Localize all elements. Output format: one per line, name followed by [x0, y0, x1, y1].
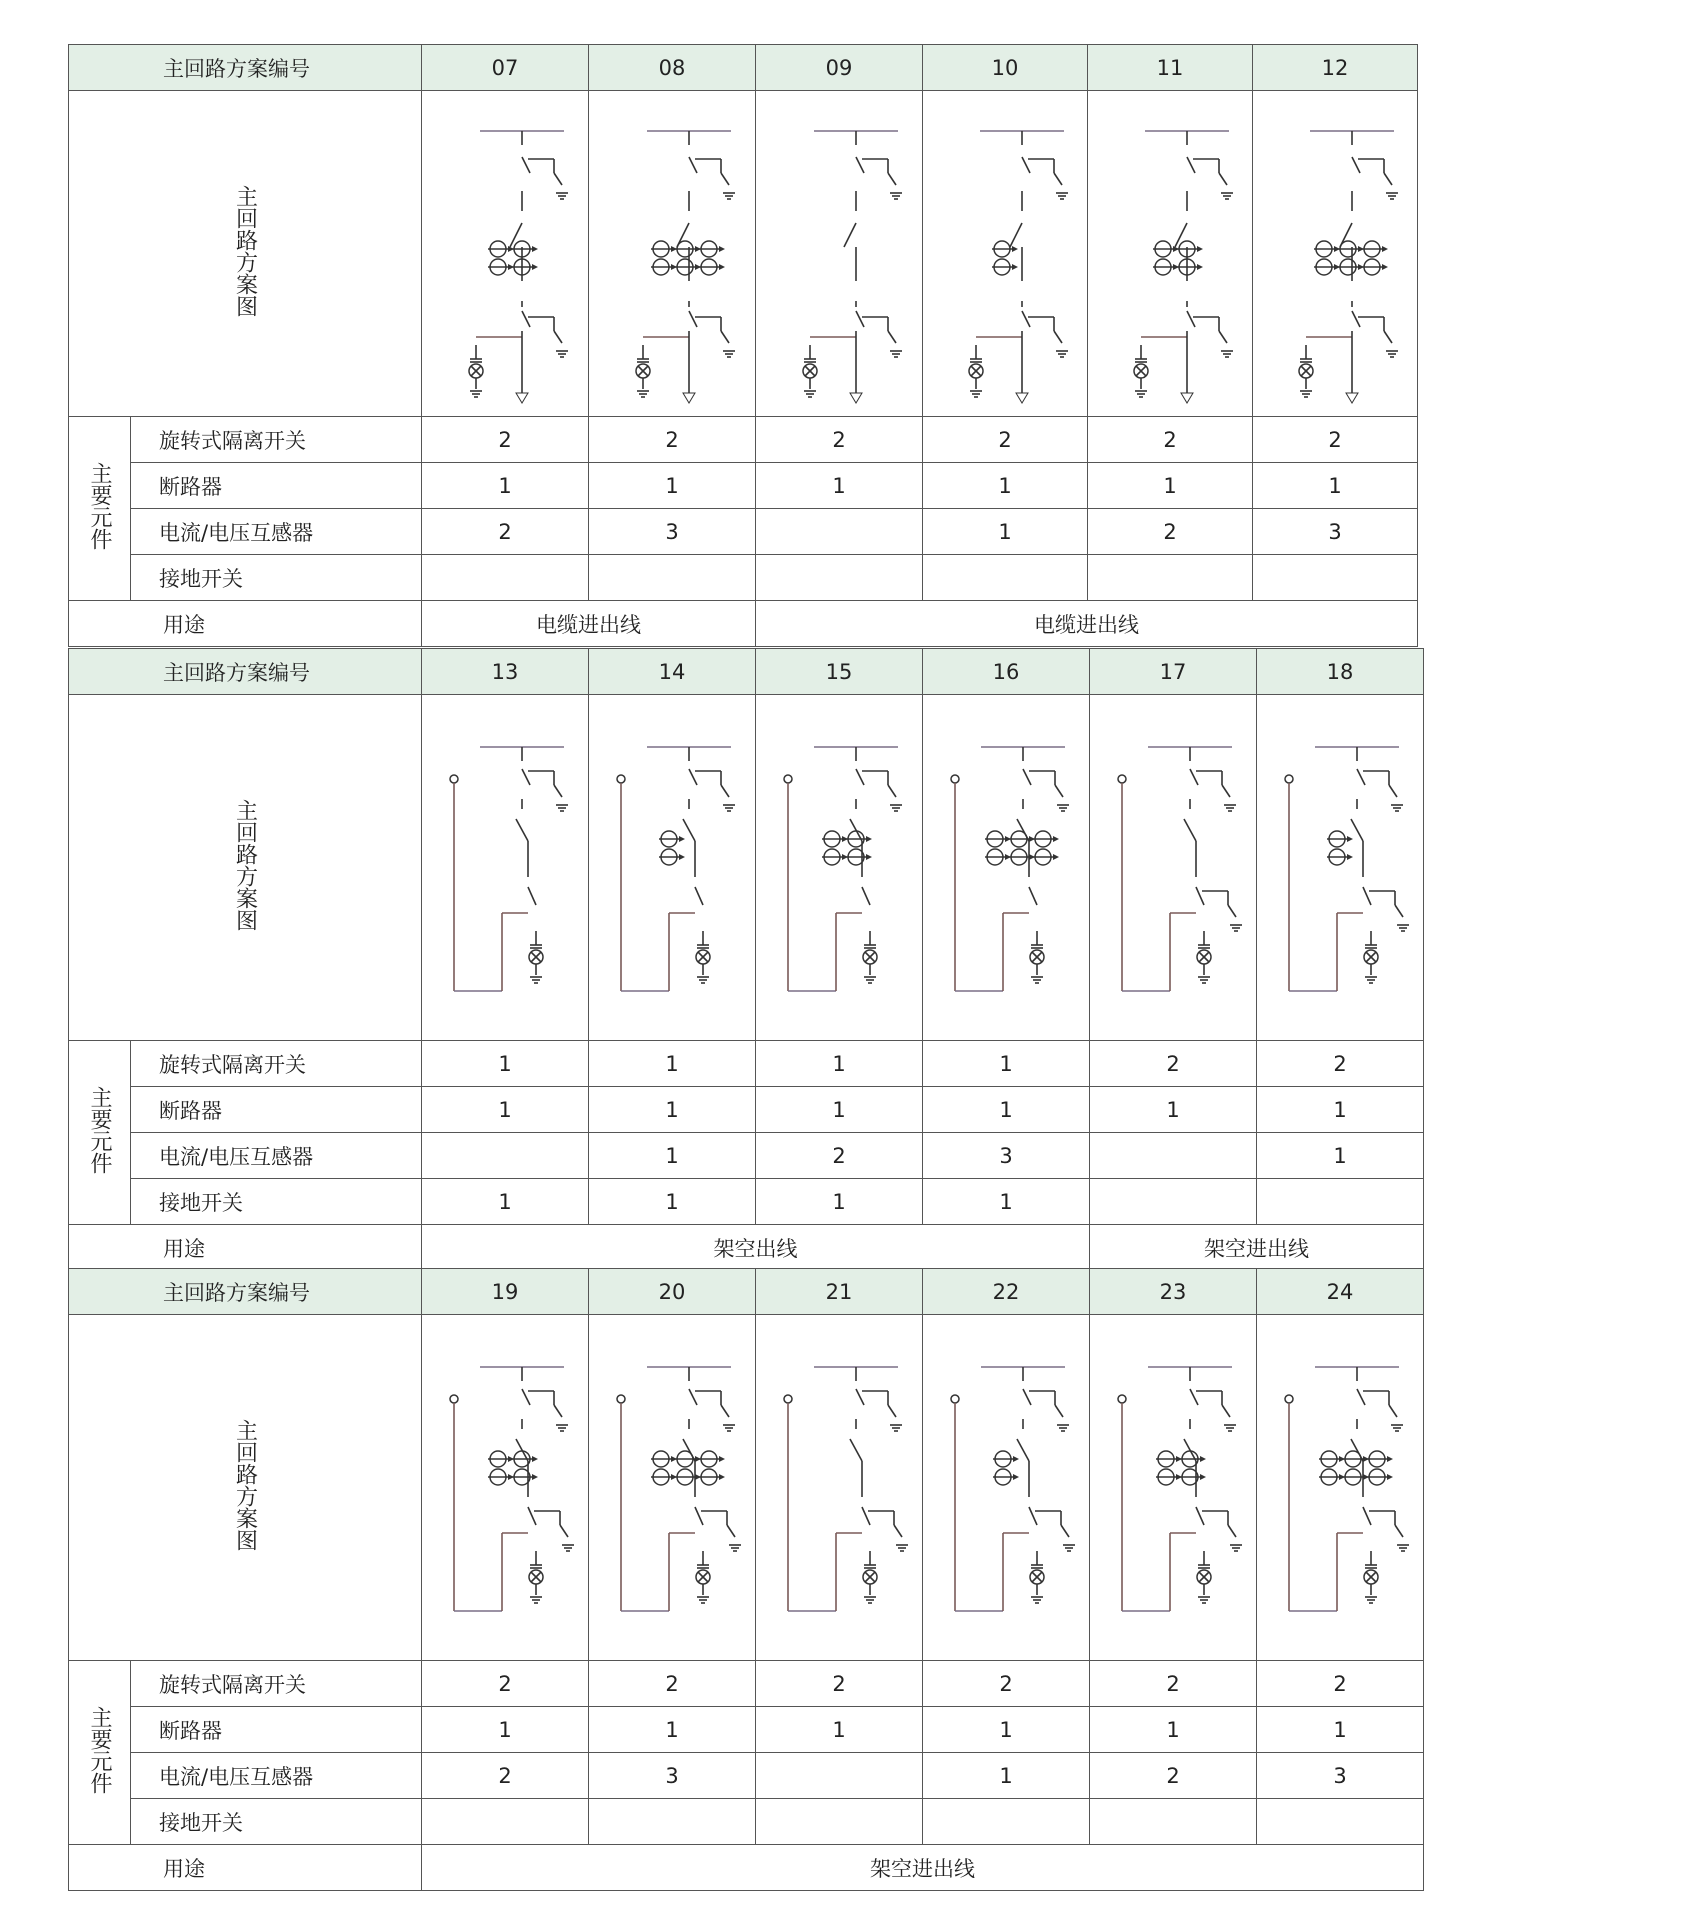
- component-count-cell: [756, 1753, 923, 1799]
- circuit-line: [1054, 331, 1062, 343]
- component-name: 电流/电压互感器: [131, 1753, 422, 1799]
- component-count-cell: 2: [589, 417, 756, 463]
- component-count-cell: 1: [422, 1087, 589, 1133]
- cable-terminal-icon: [1181, 393, 1193, 403]
- component-count-cell: 1: [923, 1041, 1090, 1087]
- isolator-switch-icon: [1196, 887, 1204, 905]
- circuit-breaker-icon: [516, 819, 528, 841]
- component-row: [69, 555, 1418, 601]
- arrow-icon: [1200, 1474, 1206, 1480]
- circuit-diagram-cell: [1090, 1315, 1257, 1661]
- component-count-cell: 2: [756, 1133, 923, 1179]
- usage-label: 用途: [69, 601, 422, 647]
- arrow-icon: [1012, 264, 1018, 270]
- usage-label: 用途: [69, 1225, 422, 1271]
- circuit-diagram: [597, 705, 747, 1031]
- scheme-number-cell: 10: [923, 45, 1088, 91]
- component-name: 旋转式隔离开关: [131, 1041, 422, 1087]
- component-count-cell: 1: [923, 1087, 1090, 1133]
- component-count-cell: 2: [923, 417, 1088, 463]
- circuit-diagram-cell: [756, 695, 923, 1041]
- circuit-breaker-icon: [850, 1439, 862, 1461]
- scheme-number-cell: 20: [589, 1269, 756, 1315]
- component-name: 断路器: [131, 1087, 422, 1133]
- component-count-cell: [1253, 555, 1418, 601]
- isolator-switch-icon: [695, 887, 703, 905]
- overhead-terminal-icon: [1285, 1395, 1293, 1403]
- overhead-terminal-icon: [784, 1395, 792, 1403]
- circuit-line: [1061, 1525, 1069, 1537]
- isolator-switch-icon: [862, 1507, 870, 1525]
- circuit-line: [1228, 1525, 1236, 1537]
- component-count-cell: 1: [923, 463, 1088, 509]
- isolator-switch-icon: [689, 311, 697, 327]
- overhead-terminal-icon: [1285, 775, 1293, 783]
- scheme-number-row: [69, 1269, 1424, 1315]
- component-count-cell: [589, 1799, 756, 1845]
- overhead-terminal-icon: [450, 1395, 458, 1403]
- component-count-cell: 1: [589, 463, 756, 509]
- scheme-diagram-label-cell: [69, 695, 422, 1041]
- component-count-cell: 3: [589, 1753, 756, 1799]
- component-count-cell: 1: [589, 1707, 756, 1753]
- circuit-diagram-cell: [923, 695, 1090, 1041]
- circuit-line: [554, 173, 562, 185]
- overhead-terminal-icon: [784, 775, 792, 783]
- scheme-table-1: [68, 44, 1418, 647]
- overhead-terminal-icon: [1118, 1395, 1126, 1403]
- component-row: [69, 463, 1418, 509]
- scheme-table-2: [68, 648, 1424, 1271]
- usage-row: [69, 1225, 1424, 1271]
- overhead-terminal-icon: [617, 1395, 625, 1403]
- component-row: [69, 1661, 1424, 1707]
- circuit-diagram: [1098, 705, 1248, 1031]
- isolator-switch-icon: [862, 887, 870, 905]
- circuit-line: [1054, 173, 1062, 185]
- component-count-cell: 2: [589, 1661, 756, 1707]
- isolator-switch-icon: [528, 1507, 536, 1525]
- circuit-breaker-icon: [844, 223, 856, 247]
- overhead-terminal-icon: [450, 775, 458, 783]
- component-count-cell: 1: [422, 463, 589, 509]
- component-count-cell: 1: [589, 1087, 756, 1133]
- circuit-line: [1222, 1405, 1230, 1417]
- component-name: 断路器: [131, 1707, 422, 1753]
- cable-terminal-icon: [1016, 393, 1028, 403]
- circuit-diagram: [764, 101, 914, 407]
- circuit-diagram: [931, 705, 1081, 1031]
- circuit-line: [721, 1405, 729, 1417]
- component-count-cell: [1090, 1799, 1257, 1845]
- arrow-icon: [1387, 1474, 1393, 1480]
- circuit-diagram-cell: [1253, 91, 1418, 417]
- component-count-cell: 1: [1090, 1707, 1257, 1753]
- isolator-switch-icon: [1029, 887, 1037, 905]
- scheme-number-cell: 18: [1257, 649, 1424, 695]
- overhead-terminal-icon: [1118, 775, 1126, 783]
- scheme-number-cell: 14: [589, 649, 756, 695]
- circuit-breaker-icon: [1010, 223, 1022, 247]
- scheme-number-cell: 19: [422, 1269, 589, 1315]
- circuit-diagram-cell: [1090, 695, 1257, 1041]
- scheme-number-label: 主回路方案编号: [69, 649, 422, 695]
- circuit-line: [1389, 1405, 1397, 1417]
- component-row: [69, 509, 1418, 555]
- circuit-diagram: [430, 1325, 580, 1651]
- component-count-cell: 1: [1257, 1707, 1424, 1753]
- component-count-cell: 3: [923, 1133, 1090, 1179]
- component-count-cell: 1: [923, 1707, 1090, 1753]
- circuit-breaker-icon: [516, 1439, 528, 1461]
- component-count-cell: 2: [422, 417, 589, 463]
- circuit-line: [560, 1525, 568, 1537]
- circuit-line: [1384, 173, 1392, 185]
- scheme-number-cell: 12: [1253, 45, 1418, 91]
- circuit-diagram-cell: [923, 1315, 1090, 1661]
- scheme-number-cell: 07: [422, 45, 589, 91]
- component-count-cell: 3: [589, 509, 756, 555]
- component-name: 旋转式隔离开关: [131, 1661, 422, 1707]
- component-count-cell: 1: [422, 1041, 589, 1087]
- circuit-breaker-icon: [1017, 1439, 1029, 1461]
- circuit-diagram: [597, 1325, 747, 1651]
- component-count-cell: 1: [589, 1133, 756, 1179]
- arrow-icon: [1012, 246, 1018, 252]
- circuit-breaker-icon: [1184, 1439, 1196, 1461]
- component-count-cell: 2: [1253, 417, 1418, 463]
- component-count-cell: 1: [1090, 1087, 1257, 1133]
- component-count-cell: [1257, 1799, 1424, 1845]
- circuit-diagram-cell: [756, 91, 923, 417]
- circuit-breaker-icon: [1184, 819, 1196, 841]
- scheme-diagram-row: [69, 695, 1424, 1041]
- component-count-cell: [1090, 1133, 1257, 1179]
- arrow-icon: [1200, 1456, 1206, 1462]
- scheme-diagram-label: 主回路方案图: [232, 799, 258, 931]
- arrow-icon: [1197, 264, 1203, 270]
- circuit-line: [554, 785, 562, 797]
- circuit-line: [1389, 785, 1397, 797]
- component-count-cell: [756, 1799, 923, 1845]
- circuit-diagram-cell: [422, 695, 589, 1041]
- component-count-cell: 1: [589, 1179, 756, 1225]
- component-count-cell: 2: [422, 1661, 589, 1707]
- component-count-cell: [1088, 555, 1253, 601]
- overhead-terminal-icon: [617, 775, 625, 783]
- component-count-cell: [756, 509, 923, 555]
- arrow-icon: [866, 854, 872, 860]
- isolator-switch-icon: [1363, 887, 1371, 905]
- component-name: 接地开关: [131, 1799, 422, 1845]
- circuit-line: [554, 1405, 562, 1417]
- scheme-number-cell: 24: [1257, 1269, 1424, 1315]
- circuit-line: [1384, 331, 1392, 343]
- scheme-diagram-label-cell: [69, 1315, 422, 1661]
- circuit-line: [1395, 1525, 1403, 1537]
- arrow-icon: [1053, 836, 1059, 842]
- component-count-cell: 1: [422, 1707, 589, 1753]
- component-count-cell: 2: [422, 509, 589, 555]
- arrow-icon: [1347, 854, 1353, 860]
- component-count-cell: 2: [756, 417, 923, 463]
- arrow-icon: [532, 246, 538, 252]
- circuit-line: [1219, 173, 1227, 185]
- component-row: [69, 1133, 1424, 1179]
- main-components-label: 主要元件: [87, 1086, 112, 1174]
- circuit-diagram-cell: [589, 91, 756, 417]
- isolator-switch-icon: [1022, 311, 1030, 327]
- component-name: 电流/电压互感器: [131, 1133, 422, 1179]
- isolator-switch-icon: [1363, 1507, 1371, 1525]
- isolator-switch-icon: [528, 887, 536, 905]
- component-row: [69, 1087, 1424, 1133]
- arrow-icon: [1347, 836, 1353, 842]
- component-count-cell: [756, 555, 923, 601]
- component-count-cell: 2: [1090, 1661, 1257, 1707]
- circuit-diagram: [931, 1325, 1081, 1651]
- arrow-icon: [1382, 246, 1388, 252]
- cable-terminal-icon: [850, 393, 862, 403]
- main-components-label-cell: [69, 1661, 131, 1845]
- main-components-label: 主要元件: [87, 1706, 112, 1794]
- circuit-diagram-cell: [422, 1315, 589, 1661]
- component-name: 电流/电压互感器: [131, 509, 422, 555]
- isolator-switch-icon: [1029, 1507, 1037, 1525]
- scheme-number-cell: 16: [923, 649, 1090, 695]
- circuit-line: [1222, 785, 1230, 797]
- scheme-diagram-row: [69, 1315, 1424, 1661]
- component-count-cell: 2: [1090, 1041, 1257, 1087]
- circuit-diagram-cell: [1088, 91, 1253, 417]
- component-count-cell: 2: [923, 1661, 1090, 1707]
- circuit-diagram-cell: [422, 91, 589, 417]
- arrow-icon: [719, 1474, 725, 1480]
- component-count-cell: 1: [1253, 463, 1418, 509]
- circuit-line: [727, 1525, 735, 1537]
- scheme-number-cell: 21: [756, 1269, 923, 1315]
- scheme-number-cell: 13: [422, 649, 589, 695]
- component-count-cell: 1: [756, 463, 923, 509]
- circuit-diagram: [1265, 1325, 1415, 1651]
- usage-cell: 架空进出线: [422, 1845, 1424, 1891]
- usage-cell: 电缆进出线: [756, 601, 1418, 647]
- circuit-diagram: [764, 705, 914, 1031]
- main-components-label-cell: [69, 417, 131, 601]
- cable-terminal-icon: [683, 393, 695, 403]
- scheme-number-cell: 17: [1090, 649, 1257, 695]
- component-count-cell: 1: [1257, 1087, 1424, 1133]
- scheme-number-cell: 22: [923, 1269, 1090, 1315]
- arrow-icon: [719, 264, 725, 270]
- arrow-icon: [532, 264, 538, 270]
- scheme-diagram-label: 主回路方案图: [232, 1419, 258, 1551]
- component-count-cell: 2: [1257, 1041, 1424, 1087]
- component-count-cell: 1: [923, 509, 1088, 555]
- circuit-diagram-cell: [923, 91, 1088, 417]
- usage-row: [69, 1845, 1424, 1891]
- arrow-icon: [532, 1456, 538, 1462]
- scheme-diagram-row: [69, 91, 1418, 417]
- component-row: [69, 1707, 1424, 1753]
- component-count-cell: 2: [1090, 1753, 1257, 1799]
- scheme-number-label: 主回路方案编号: [69, 45, 422, 91]
- component-count-cell: 1: [756, 1179, 923, 1225]
- component-count-cell: [923, 1799, 1090, 1845]
- component-count-cell: 2: [1257, 1661, 1424, 1707]
- arrow-icon: [532, 1474, 538, 1480]
- circuit-diagram: [430, 705, 580, 1031]
- component-count-cell: [422, 555, 589, 601]
- circuit-breaker-icon: [683, 819, 695, 841]
- scheme-table-3: [68, 1268, 1424, 1891]
- component-row: [69, 1041, 1424, 1087]
- scheme-diagram-label-cell: [69, 91, 422, 417]
- component-count-cell: 2: [422, 1753, 589, 1799]
- circuit-diagram: [597, 101, 747, 407]
- circuit-diagram-cell: [1257, 695, 1424, 1041]
- circuit-diagram: [1098, 1325, 1248, 1651]
- circuit-diagram: [1095, 101, 1245, 407]
- scheme-number-label: 主回路方案编号: [69, 1269, 422, 1315]
- arrow-icon: [1013, 1474, 1019, 1480]
- circuit-diagram-cell: [1257, 1315, 1424, 1661]
- usage-cell: 架空进出线: [1090, 1225, 1424, 1271]
- scheme-number-cell: 08: [589, 45, 756, 91]
- component-count-cell: [422, 1133, 589, 1179]
- circuit-diagram: [764, 1325, 914, 1651]
- component-name: 断路器: [131, 463, 422, 509]
- circuit-line: [1055, 1405, 1063, 1417]
- circuit-diagram-cell: [589, 695, 756, 1041]
- component-count-cell: 1: [756, 1041, 923, 1087]
- isolator-switch-icon: [522, 311, 530, 327]
- circuit-line: [721, 785, 729, 797]
- circuit-line: [888, 331, 896, 343]
- component-count-cell: [1090, 1179, 1257, 1225]
- usage-cell: 架空出线: [422, 1225, 1090, 1271]
- circuit-diagram: [430, 101, 580, 407]
- scheme-number-cell: 11: [1088, 45, 1253, 91]
- component-count-cell: 2: [1088, 417, 1253, 463]
- arrow-icon: [1053, 854, 1059, 860]
- arrow-icon: [866, 836, 872, 842]
- circuit-line: [888, 1405, 896, 1417]
- isolator-switch-icon: [1352, 311, 1360, 327]
- circuit-breaker-icon: [1351, 819, 1363, 841]
- circuit-line: [1219, 331, 1227, 343]
- arrow-icon: [679, 854, 685, 860]
- cable-terminal-icon: [516, 393, 528, 403]
- component-count-cell: 1: [923, 1179, 1090, 1225]
- usage-label: 用途: [69, 1845, 422, 1891]
- circuit-line: [721, 173, 729, 185]
- isolator-switch-icon: [856, 311, 864, 327]
- scheme-number-row: [69, 45, 1418, 91]
- circuit-diagram: [1265, 705, 1415, 1031]
- arrow-icon: [719, 1456, 725, 1462]
- circuit-line: [894, 1525, 902, 1537]
- scheme-number-cell: 23: [1090, 1269, 1257, 1315]
- isolator-switch-icon: [695, 1507, 703, 1525]
- circuit-diagram: [930, 101, 1080, 407]
- circuit-line: [1395, 905, 1403, 917]
- arrow-icon: [1013, 1456, 1019, 1462]
- scheme-number-cell: 15: [756, 649, 923, 695]
- component-count-cell: 1: [589, 1041, 756, 1087]
- usage-cell: 电缆进出线: [422, 601, 756, 647]
- circuit-diagram-cell: [756, 1315, 923, 1661]
- component-count-cell: 2: [1088, 509, 1253, 555]
- main-components-label: 主要元件: [87, 462, 112, 550]
- component-count-cell: 1: [1088, 463, 1253, 509]
- component-count-cell: 2: [756, 1661, 923, 1707]
- component-count-cell: 1: [923, 1753, 1090, 1799]
- component-count-cell: 1: [1257, 1133, 1424, 1179]
- component-count-cell: [589, 555, 756, 601]
- main-components-label-cell: [69, 1041, 131, 1225]
- circuit-line: [1055, 785, 1063, 797]
- component-count-cell: [1257, 1179, 1424, 1225]
- circuit-diagram: [1260, 101, 1410, 407]
- component-row: [69, 1179, 1424, 1225]
- arrow-icon: [679, 836, 685, 842]
- circuit-line: [721, 331, 729, 343]
- overhead-terminal-icon: [951, 1395, 959, 1403]
- scheme-number-cell: 09: [756, 45, 923, 91]
- component-name: 接地开关: [131, 555, 422, 601]
- overhead-terminal-icon: [951, 775, 959, 783]
- scheme-diagram-label: 主回路方案图: [232, 185, 258, 317]
- arrow-icon: [1197, 246, 1203, 252]
- component-count-cell: 3: [1253, 509, 1418, 555]
- circuit-line: [554, 331, 562, 343]
- arrow-icon: [719, 246, 725, 252]
- component-count-cell: 1: [756, 1087, 923, 1133]
- scheme-number-row: [69, 649, 1424, 695]
- component-count-cell: 1: [422, 1179, 589, 1225]
- component-count-cell: [923, 555, 1088, 601]
- component-row: [69, 1799, 1424, 1845]
- isolator-switch-icon: [1196, 1507, 1204, 1525]
- circuit-line: [888, 785, 896, 797]
- component-name: 旋转式隔离开关: [131, 417, 422, 463]
- isolator-switch-icon: [1187, 311, 1195, 327]
- circuit-line: [1228, 905, 1236, 917]
- component-name: 接地开关: [131, 1179, 422, 1225]
- circuit-line: [888, 173, 896, 185]
- component-count-cell: [422, 1799, 589, 1845]
- arrow-icon: [1382, 264, 1388, 270]
- arrow-icon: [1387, 1456, 1393, 1462]
- component-count-cell: 3: [1257, 1753, 1424, 1799]
- component-count-cell: 1: [756, 1707, 923, 1753]
- circuit-diagram-cell: [589, 1315, 756, 1661]
- usage-row: [69, 601, 1418, 647]
- component-row: [69, 1753, 1424, 1799]
- component-row: [69, 417, 1418, 463]
- circuit-breaker-icon: [850, 819, 862, 841]
- cable-terminal-icon: [1346, 393, 1358, 403]
